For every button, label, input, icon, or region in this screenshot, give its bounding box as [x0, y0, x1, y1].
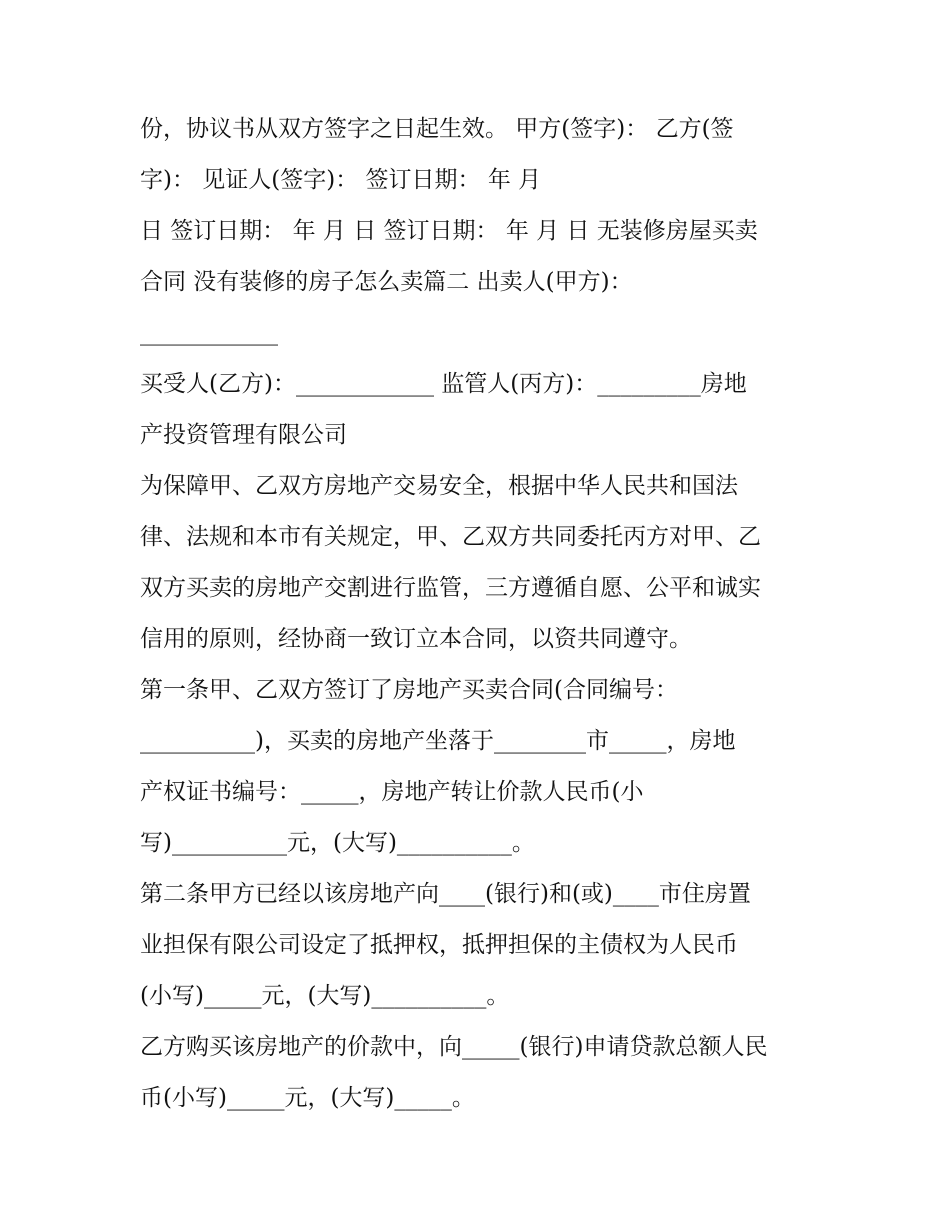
- text-line: 写)__________元，(大写)__________。: [140, 830, 535, 856]
- text-line: 买受人(乙方)：____________ 监管人(丙方)：_________房地: [140, 371, 747, 397]
- text-line: 合同 没有装修的房子怎么卖篇二 出卖人(甲方)：: [140, 269, 633, 295]
- text-line: 产投资管理有限公司: [140, 422, 347, 448]
- text-line: 币(小写)_____元，(大写)_____。: [140, 1085, 475, 1111]
- text-line: 份，协议书从双方签字之日起生效。 甲方(签字)： 乙方(签: [140, 116, 734, 142]
- text-line: 信用的原则，经协商一致订立本合同，以资共同遵守。: [140, 626, 692, 652]
- text-line: 为保障甲、乙双方房地产交易安全，根据中华人民共和国法: [140, 473, 738, 499]
- text-line: 日 签订日期： 年 月 日 签订日期： 年 月 日 无装修房屋买卖: [140, 218, 758, 244]
- text-line: 律、法规和本市有关规定，甲、乙双方共同委托丙方对甲、乙: [140, 524, 761, 550]
- text-line: __________)，买卖的房地产坐落于________市_____，房地: [140, 728, 736, 754]
- text-line: 双方买卖的房地产交割进行监管，三方遵循自愿、公平和诚实: [140, 575, 761, 601]
- text-line: 乙方购买该房地产的价款中，向_____(银行)申请贷款总额人民: [140, 1034, 768, 1060]
- text-line: 第二条甲方已经以该房地产向____(银行)和(或)____市住房置: [140, 881, 751, 907]
- seller-blank-line: ____________: [140, 320, 278, 346]
- text-line: (小写)_____元，(大写)__________。: [140, 983, 510, 1009]
- document-body: [140, 104, 820, 1124]
- text-line: 字)： 见证人(签字)： 签订日期： 年 月: [140, 167, 542, 193]
- text-line: 第一条甲、乙双方签订了房地产买卖合同(合同编号：: [140, 677, 678, 703]
- text-line: 产权证书编号：_____，房地产转让价款人民币(小: [140, 779, 644, 805]
- text-line: 业担保有限公司设定了抵押权，抵押担保的主债权为人民币: [140, 932, 738, 958]
